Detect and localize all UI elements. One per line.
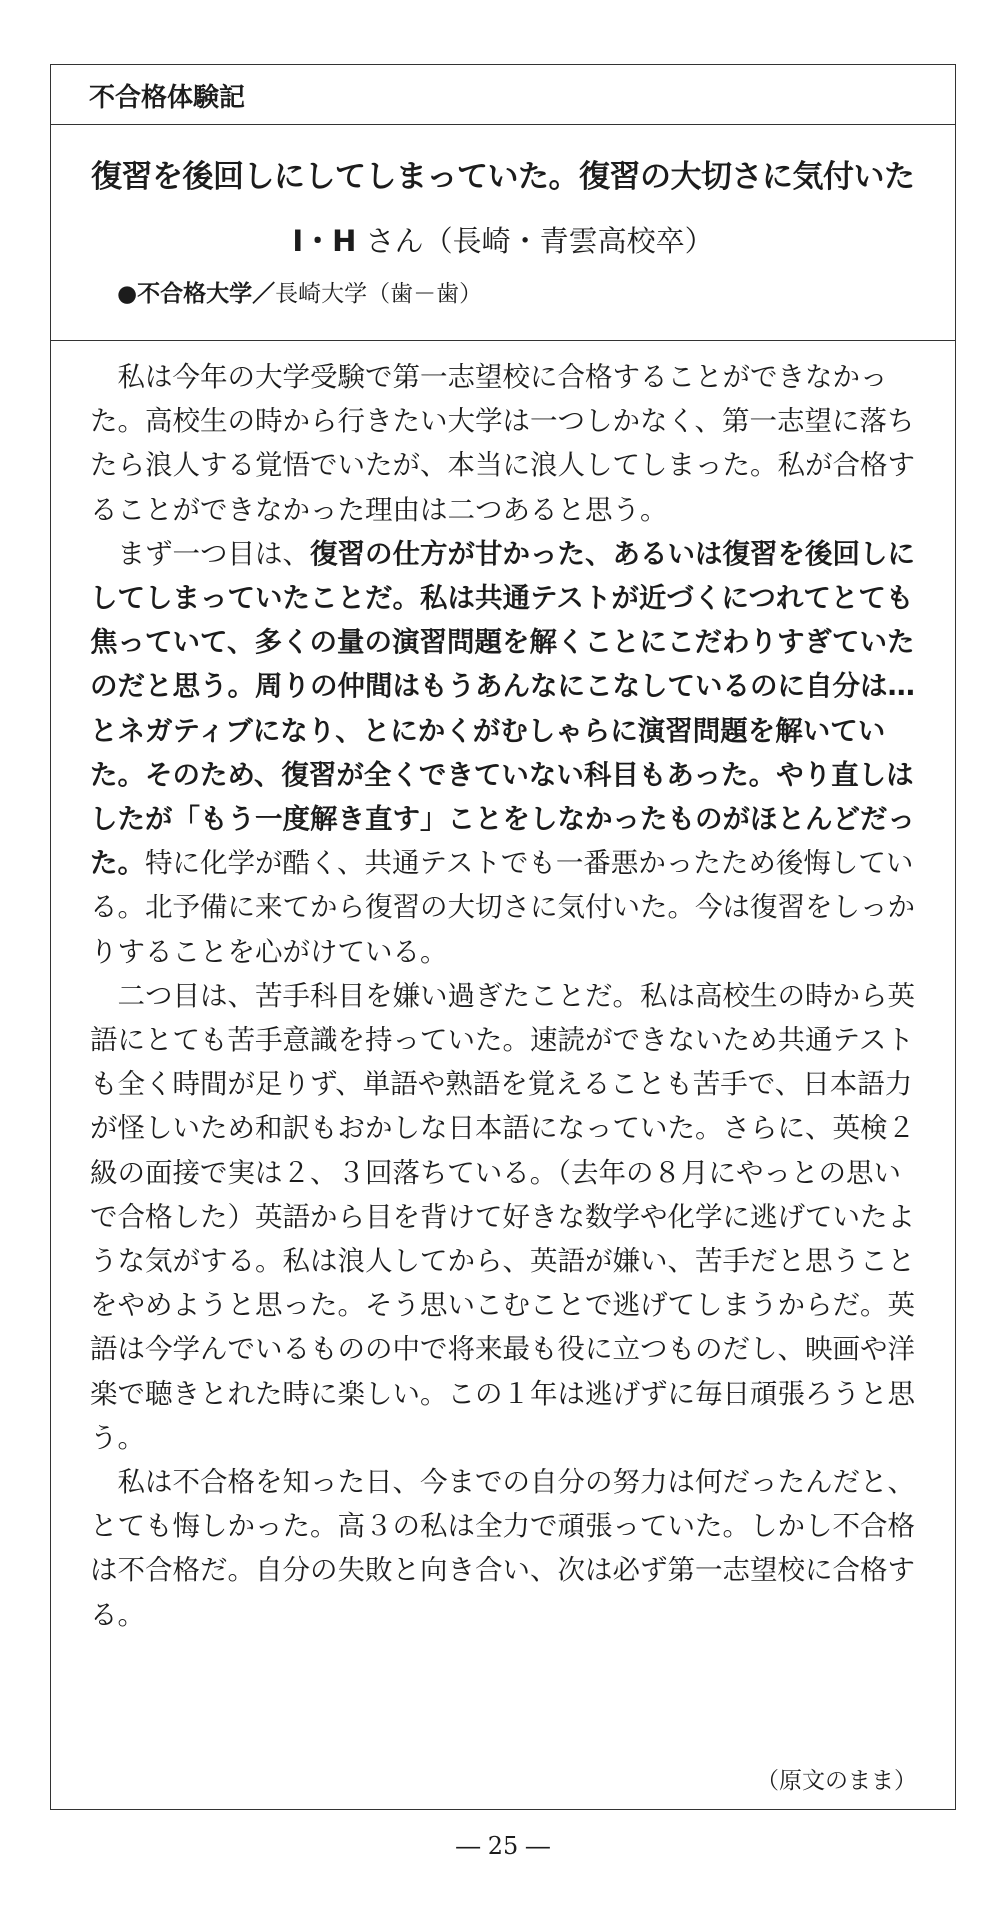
author-line — [51, 219, 955, 260]
paragraph-lead: まず一つ目は、 — [117, 537, 310, 570]
author-initials: I・H — [292, 224, 357, 258]
paragraph — [90, 532, 922, 974]
paragraph: 私は今年の大学受験で第一志望校に合格することができなかった。高校生の時から行きたい大学は一つしかなく、第一志望に落ちたら浪人する覚悟でいたが、本当に浪人してしまった。私が合格することができなかった理由は二つあると思う。 — [90, 361, 915, 526]
article-body — [90, 355, 922, 1637]
title-block — [51, 125, 955, 341]
paragraph: 二つ目は、苦手科目を嫌い過ぎたことだ。私は高校生の時から英語にとても苦手意識を持っていた。速読ができないため共通テストも全く時間が足りず、単語や熟語を覚えることも苦手で、日本語力が怪しいため和訳もおかしな日本語になっていた。さらに、英検２級の面接で実は２、３回落ちている。（去年の８月にやっとの思いで合格した）英語から目を背けて好きな数学や化学に逃げていたような気がする。私は浪人してから、英語が嫌い、苦手だと思うことをやめようと思った。そう思いこむことで逃げてしまうからだ。英語は今学んでいるものの中で将来最も役に立つものだし、映画や洋楽で聴きとれた時に楽しい。この１年は逃げずに毎日頑張ろうと思う。 — [90, 979, 915, 1454]
author-origin: （長崎・青雲高校卒） — [423, 224, 714, 258]
article-frame — [50, 64, 956, 1810]
original-text-note: （原文のまま） — [756, 1768, 917, 1794]
headline: 復習を後回しにしてしまっていた。復習の大切さに気付いた — [91, 159, 915, 195]
paragraph-emphasis: 復習の仕方が甘かった、あるいは復習を後回しにしてしまっていたことだ。私は共通テストが近づくにつれてとても焦っていて、多くの量の演習問題を解くことにこだわりすぎていたのだと思う。周りの仲間はもうあんなにこなしているのに自分は…とネガティブになり、とにかくがむしゃらに演習問題を解いていた。そのため、復習が全くできていない科目もあった。やり直しはしたが「もう一度解き直す」ことをしなかったものがほとんどだった。 — [90, 537, 915, 880]
result-label: ●不合格大学／ — [117, 281, 276, 307]
section-header — [51, 65, 955, 125]
result-line — [117, 275, 482, 308]
page-number: ― 25 ― — [456, 1832, 550, 1860]
result-value: 長崎大学（歯－歯） — [275, 281, 483, 307]
section-label: 不合格体験記 — [89, 83, 246, 113]
paragraph: 私は不合格を知った日、今までの自分の努力は何だったんだと、とても悔しかった。高３の私は全力で頑張っていた。しかし不合格は不合格だ。自分の失敗と向き合い、次は必ず第一志望校に合格する。 — [90, 1466, 915, 1631]
author-honorific: さん — [365, 224, 424, 258]
paragraph-rest: 特に化学が酷く、共通テストでも一番悪かったため後悔している。北予備に来てから復習の大切さに気付いた。今は復習をしっかりすることを心がけている。 — [90, 847, 915, 968]
